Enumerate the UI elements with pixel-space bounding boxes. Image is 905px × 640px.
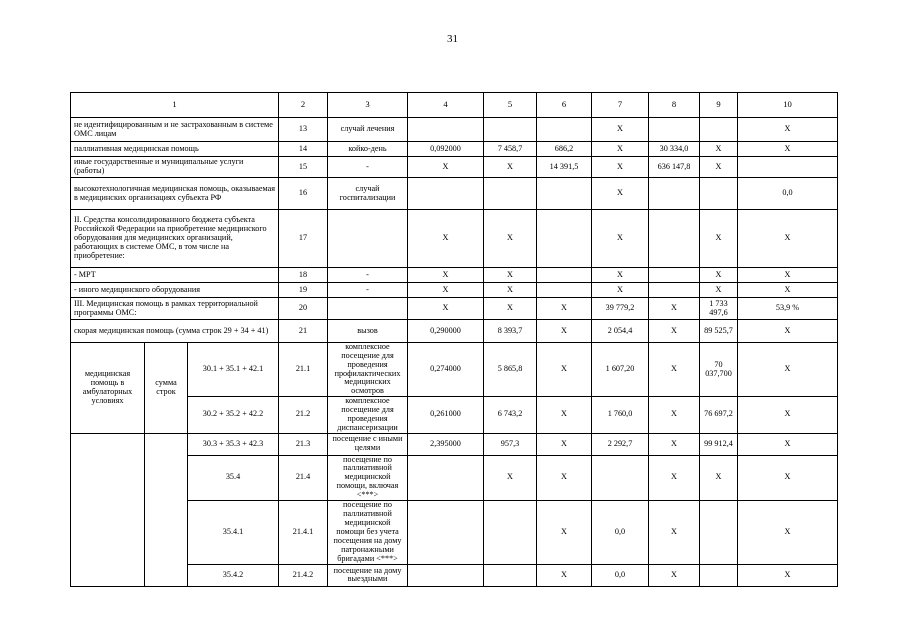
cell-col10: X <box>738 118 838 142</box>
row-code: 16 <box>279 178 328 210</box>
table-row <box>71 433 838 455</box>
cell-col7: X <box>592 118 649 142</box>
row-label: не идентифицированным и не застрахованным в системе ОМС лицам <box>71 118 279 142</box>
table-row <box>71 178 838 210</box>
cell-col10: X <box>738 433 838 455</box>
cell-col8: X <box>649 455 700 500</box>
header-cell: 4 <box>408 93 484 118</box>
cell-col10 <box>738 157 838 178</box>
row-label: III. Медицинская помощь в рамках территориальной программы ОМС: <box>71 298 279 320</box>
cell-col7: X <box>592 283 649 298</box>
cell-col7 <box>592 455 649 500</box>
cell-col6: 14 391,5 <box>537 157 592 178</box>
cell-col10: X <box>738 500 838 564</box>
cell-col10: X <box>738 283 838 298</box>
cell-col5: X <box>484 210 537 268</box>
cell-col10: X <box>738 210 838 268</box>
cell-col5: X <box>484 283 537 298</box>
cell-col7: 2 054,4 <box>592 320 649 343</box>
cell-col8: X <box>649 500 700 564</box>
row-label: скорая медицинская помощь (сумма строк 29 + 34 + 41) <box>71 320 279 343</box>
cell-col4: X <box>408 210 484 268</box>
table-row <box>71 118 838 142</box>
row-code: 18 <box>279 268 328 283</box>
row-code: 17 <box>279 210 328 268</box>
cell-col9: X <box>700 283 738 298</box>
header-cell: 6 <box>537 93 592 118</box>
cell-col8: 30 334,0 <box>649 142 700 157</box>
row-label: паллиативная медицинская помощь <box>71 142 279 157</box>
row-formula: 35.4.2 <box>188 564 279 586</box>
row-unit: случай лечения <box>328 118 408 142</box>
cell-col9: 76 697,2 <box>700 397 738 433</box>
empty-sum-cell <box>145 433 188 586</box>
cell-col7: X <box>592 157 649 178</box>
cell-col10: X <box>738 320 838 343</box>
row-code: 15 <box>279 157 328 178</box>
table-row <box>71 343 838 397</box>
cell-col5: 8 393,7 <box>484 320 537 343</box>
cell-col9: X <box>700 142 738 157</box>
row-label: II. Средства консолидированного бюджета субъекта Российской Федерации на приобретение медицинского оборудования для медицинских организаций, работающих в системе ОМС, в том числе на приобретение: <box>71 210 279 268</box>
row-formula: 30.1 + 35.1 + 42.1 <box>188 343 279 397</box>
cell-col8: 636 147,8 <box>649 157 700 178</box>
cell-col8 <box>649 178 700 210</box>
row-unit <box>328 298 408 320</box>
row-unit: - <box>328 268 408 283</box>
cell-col4: 0,290000 <box>408 320 484 343</box>
cell-col7: 1 760,0 <box>592 397 649 433</box>
cell-col9: X <box>700 455 738 500</box>
cell-col10: X <box>738 455 838 500</box>
row-code: 21.1 <box>279 343 328 397</box>
cell-col5 <box>484 500 537 564</box>
cell-col8: X <box>649 343 700 397</box>
table-row <box>71 320 838 343</box>
cell-col6: X <box>537 455 592 500</box>
cell-col6: 686,2 <box>537 142 592 157</box>
cell-col8 <box>649 210 700 268</box>
header-row <box>71 93 838 118</box>
cell-col10: X <box>738 564 838 586</box>
cell-col9: 99 912,4 <box>700 433 738 455</box>
row-unit: посещение с иными целями <box>328 433 408 455</box>
row-formula: 35.4.1 <box>188 500 279 564</box>
cell-col4: 2,395000 <box>408 433 484 455</box>
row-code: 19 <box>279 283 328 298</box>
cell-col9 <box>700 118 738 142</box>
row-code: 21 <box>279 320 328 343</box>
row-code: 21.4.2 <box>279 564 328 586</box>
row-unit: - <box>328 157 408 178</box>
cell-col8: X <box>649 397 700 433</box>
cell-col6 <box>537 268 592 283</box>
header-cell: 8 <box>649 93 700 118</box>
cell-col5: 957,3 <box>484 433 537 455</box>
row-code: 21.4.1 <box>279 500 328 564</box>
cell-col6: X <box>537 343 592 397</box>
cell-col4: 0,092000 <box>408 142 484 157</box>
cell-col7: X <box>592 178 649 210</box>
header-cell: 5 <box>484 93 537 118</box>
cell-col9: 1 733 497,6 <box>700 298 738 320</box>
cell-col8: X <box>649 433 700 455</box>
cell-col5: 7 458,7 <box>484 142 537 157</box>
row-label: - иного медицинского оборудования <box>71 283 279 298</box>
cell-col7: 39 779,2 <box>592 298 649 320</box>
cell-col5: X <box>484 157 537 178</box>
cell-col6 <box>537 210 592 268</box>
row-code: 20 <box>279 298 328 320</box>
cell-col8 <box>649 268 700 283</box>
row-unit: вызов <box>328 320 408 343</box>
cell-col7: 2 292,7 <box>592 433 649 455</box>
cell-col10: 53,9 % <box>738 298 838 320</box>
table-row <box>71 210 838 268</box>
cell-col10: 0,0 <box>738 178 838 210</box>
row-code: 13 <box>279 118 328 142</box>
cell-col9: X <box>700 157 738 178</box>
cell-col6: X <box>537 320 592 343</box>
cell-col7: 0,0 <box>592 500 649 564</box>
cell-col10: X <box>738 268 838 283</box>
header-cell: 9 <box>700 93 738 118</box>
header-cell: 7 <box>592 93 649 118</box>
cell-col4: X <box>408 298 484 320</box>
header-cell: 3 <box>328 93 408 118</box>
cell-col4: X <box>408 157 484 178</box>
header-cell: 1 <box>71 93 279 118</box>
row-code: 21.3 <box>279 433 328 455</box>
cell-col4: X <box>408 283 484 298</box>
cell-col5 <box>484 564 537 586</box>
header-cell: 10 <box>738 93 838 118</box>
table-row <box>71 157 838 178</box>
cell-col9 <box>700 564 738 586</box>
cell-col8: X <box>649 564 700 586</box>
cell-col8: X <box>649 320 700 343</box>
row-unit: случай госпитализации <box>328 178 408 210</box>
cell-col6 <box>537 118 592 142</box>
cell-col7: 0,0 <box>592 564 649 586</box>
cell-col9: X <box>700 268 738 283</box>
cell-col5 <box>484 118 537 142</box>
cell-col4 <box>408 118 484 142</box>
cell-col10: X <box>738 397 838 433</box>
row-unit: посещение по паллиативной медицинской помощи, включая <***> <box>328 455 408 500</box>
cell-col9 <box>700 178 738 210</box>
table-row <box>71 283 838 298</box>
empty-group-cell <box>71 433 145 586</box>
cell-col4 <box>408 178 484 210</box>
cell-col9: X <box>700 210 738 268</box>
row-unit: комплексное посещение для проведения профилактических медицинских осмотров <box>328 343 408 397</box>
cell-col10: X <box>738 142 838 157</box>
cell-col8: X <box>649 298 700 320</box>
cell-col5: X <box>484 455 537 500</box>
ambulatory-group-label: медицинская помощь в амбулаторных условиях <box>71 343 145 434</box>
row-unit: посещение по паллиативной медицинской помощи без учета посещения на дому патронажными бригадами <***> <box>328 500 408 564</box>
row-unit <box>328 210 408 268</box>
cell-col7: X <box>592 142 649 157</box>
row-code: 21.4 <box>279 455 328 500</box>
row-formula: 30.3 + 35.3 + 42.3 <box>188 433 279 455</box>
cell-col5: 6 743,2 <box>484 397 537 433</box>
row-label: - МРТ <box>71 268 279 283</box>
cell-col6 <box>537 178 592 210</box>
cell-col4 <box>408 500 484 564</box>
tariff-table <box>70 92 838 587</box>
table-row <box>71 142 838 157</box>
cell-col7: X <box>592 268 649 283</box>
table-row <box>71 268 838 283</box>
cell-col9: 89 525,7 <box>700 320 738 343</box>
cell-col5: X <box>484 268 537 283</box>
cell-col8 <box>649 283 700 298</box>
cell-col4 <box>408 564 484 586</box>
cell-col7: 1 607,20 <box>592 343 649 397</box>
cell-col6: X <box>537 500 592 564</box>
cell-col7: X <box>592 210 649 268</box>
cell-col4 <box>408 455 484 500</box>
cell-col10: X <box>738 343 838 397</box>
cell-col5 <box>484 178 537 210</box>
cell-col6 <box>537 283 592 298</box>
row-label: иные государственные и муниципальные услуги (работы) <box>71 157 279 178</box>
sum-of-rows-label: сумма строк <box>145 343 188 434</box>
cell-col8 <box>649 118 700 142</box>
cell-col4: X <box>408 268 484 283</box>
cell-col6: X <box>537 433 592 455</box>
cell-col6: X <box>537 564 592 586</box>
row-formula: 35.4 <box>188 455 279 500</box>
page-number: 31 <box>447 33 458 45</box>
cell-col4: 0,274000 <box>408 343 484 397</box>
cell-col5: X <box>484 298 537 320</box>
header-cell: 2 <box>279 93 328 118</box>
cell-col9: 70 037,700 <box>700 343 738 397</box>
row-unit: комплексное посещение для проведения диспансеризации <box>328 397 408 433</box>
cell-col4: 0,261000 <box>408 397 484 433</box>
row-code: 21.2 <box>279 397 328 433</box>
table-row <box>71 298 838 320</box>
row-label: высокотехнологичная медицинская помощь, оказываемая в медицинских организациях субъекта РФ <box>71 178 279 210</box>
cell-col6: X <box>537 397 592 433</box>
row-unit: - <box>328 283 408 298</box>
row-formula: 30.2 + 35.2 + 42.2 <box>188 397 279 433</box>
row-code: 14 <box>279 142 328 157</box>
cell-col9 <box>700 500 738 564</box>
cell-col5: 5 865,8 <box>484 343 537 397</box>
row-unit: посещение на дому выездными <box>328 564 408 586</box>
row-unit: койко-день <box>328 142 408 157</box>
cell-col6: X <box>537 298 592 320</box>
